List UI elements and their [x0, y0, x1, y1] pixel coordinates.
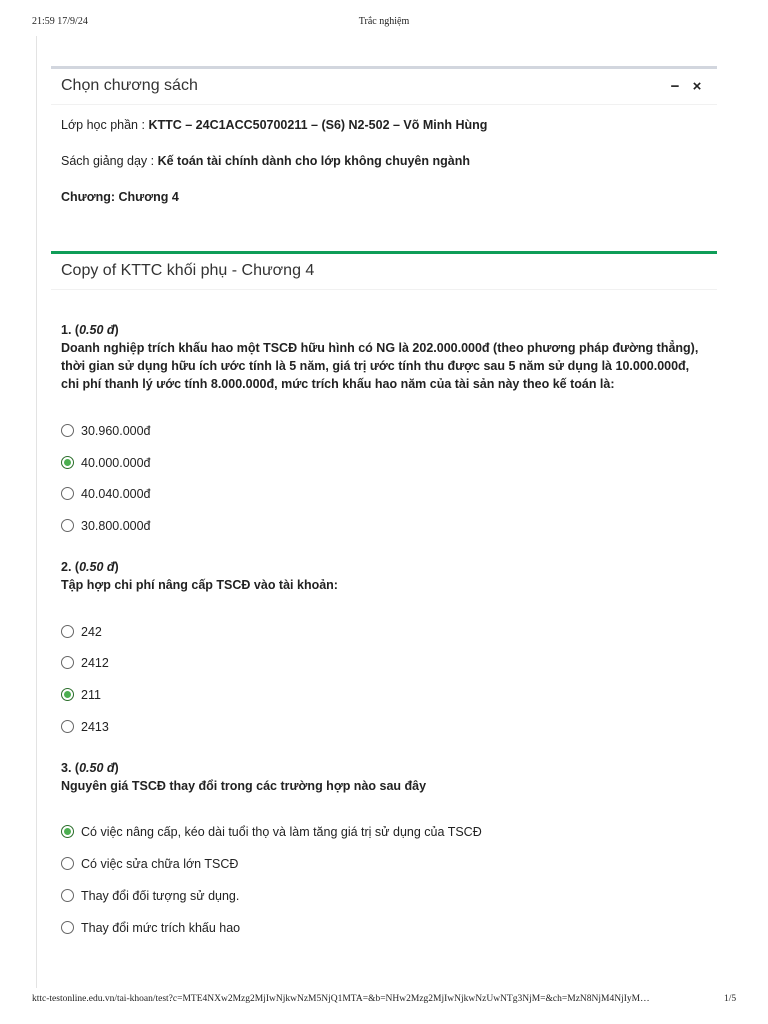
book-label: Sách giảng dạy :	[61, 154, 158, 168]
class-label: Lớp học phần :	[61, 118, 149, 132]
question-number: 1. (	[61, 323, 80, 337]
option-label: Thay đổi mức trích khấu hao	[81, 921, 241, 935]
question-1	[61, 321, 701, 393]
question-number-close: )	[114, 560, 119, 574]
minimize-icon[interactable]: −	[670, 78, 680, 95]
option-label: 40.040.000đ	[81, 487, 151, 501]
radio-button[interactable]	[61, 625, 74, 638]
radio-button-selected[interactable]	[61, 688, 74, 701]
class-info	[61, 118, 487, 132]
question-number-close: )	[114, 323, 119, 337]
print-footer	[0, 994, 768, 1008]
page-url: kttc-testonline.edu.vn/tai-khoan/test?c=MTE4NXw2Mzg2MjIwNjkwNzM5NjQ1MTA=&b=NHw2Mzg2MjIwNjkwNzUwNTg3NjM=&ch=MzN8NjM4NjIyM…	[32, 994, 650, 1004]
panel-tools	[661, 78, 705, 95]
question-text: Tập hợp chi phí nâng cấp TSCĐ vào tài khoản:	[61, 578, 338, 592]
option-label: 211	[81, 688, 101, 702]
question-text: Doanh nghiệp trích khấu hao một TSCĐ hữu hình có NG là 202.000.000đ (theo phương pháp đường thẳng), thời gian sử dụng hữu ích ước tính là 5 năm, giá trị ước tính thu được sau 5 năm sử dụng là 10.000.000đ, chi phí thanh lý ước tính 8.000.000đ, mức trích khấu hao năm của tài sản này theo kế toán là:	[61, 341, 699, 391]
option-label: Có việc sửa chữa lớn TSCĐ	[81, 857, 239, 871]
print-header	[0, 16, 768, 32]
question-number: 3. (	[61, 761, 80, 775]
left-border-line	[36, 36, 37, 988]
page-number: 1/5	[724, 994, 737, 1004]
option-label: 2413	[81, 720, 109, 734]
radio-button[interactable]	[61, 889, 74, 902]
option-label: 2412	[81, 656, 109, 670]
chapter-select-header	[51, 69, 717, 105]
close-icon[interactable]: ×	[692, 78, 702, 95]
quiz-title: Copy of KTTC khối phụ - Chương 4	[61, 262, 315, 279]
radio-button-selected[interactable]	[61, 456, 74, 469]
class-value: KTTC – 24C1ACC50700211 – (S6) N2-502 – Võ Minh Hùng	[148, 118, 488, 132]
question-points: 0.50 đ	[79, 761, 115, 775]
radio-button[interactable]	[61, 857, 74, 870]
chapter-label: Chương:	[61, 190, 119, 204]
print-page-title: Trắc nghiệm	[358, 16, 410, 27]
question-text: Nguyên giá TSCĐ thay đổi trong các trường hợp nào sau đây	[61, 779, 427, 793]
question-3	[61, 759, 701, 795]
option-label: 40.000.000đ	[81, 456, 151, 470]
quiz-panel	[51, 251, 717, 971]
question-points: 0.50 đ	[79, 560, 115, 574]
radio-button[interactable]	[61, 720, 74, 733]
option-label: Thay đổi đối tượng sử dụng.	[81, 889, 240, 903]
book-value: Kế toán tài chính dành cho lớp không chuyên ngành	[157, 154, 470, 168]
quiz-header	[51, 254, 717, 290]
chapter-select-panel	[51, 66, 717, 226]
question-number-close: )	[114, 761, 119, 775]
radio-button[interactable]	[61, 921, 74, 934]
option-label: 30.800.000đ	[81, 519, 151, 533]
option-label: 30.960.000đ	[81, 424, 151, 438]
question-2	[61, 558, 701, 594]
question-points: 0.50 đ	[79, 323, 115, 337]
option-label: Có việc nâng cấp, kéo dài tuổi thọ và làm tăng giá trị sử dụng của TSCĐ	[81, 825, 482, 839]
radio-button[interactable]	[61, 424, 74, 437]
question-number: 2. (	[61, 560, 80, 574]
radio-button[interactable]	[61, 487, 74, 500]
chapter-select-title: Chọn chương sách	[61, 77, 198, 94]
chapter-info	[61, 190, 179, 204]
option-label: 242	[81, 625, 102, 639]
print-timestamp: 21:59 17/9/24	[32, 16, 88, 27]
radio-button[interactable]	[61, 656, 74, 669]
radio-button[interactable]	[61, 519, 74, 532]
radio-button-selected[interactable]	[61, 825, 74, 838]
chapter-value: Chương 4	[118, 190, 179, 204]
book-info	[61, 154, 470, 168]
